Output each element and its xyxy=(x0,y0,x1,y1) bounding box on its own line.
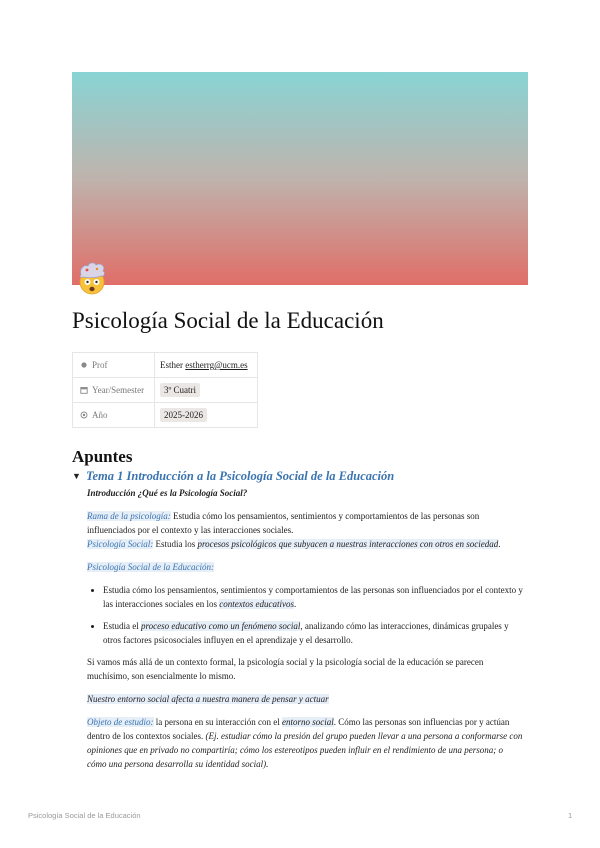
calendar-icon xyxy=(80,386,88,394)
exploding-head-emoji-icon xyxy=(75,261,109,295)
properties-table xyxy=(72,352,258,428)
list-item: • Estudia el proceso educativo como un fenómeno social, analizando cómo las interacciones, dinámicas grupales y otros factores psicosociales influyen en el aprendizaje y el desarrollo. xyxy=(103,619,523,647)
toggle-title: Tema 1 Introducción a la Psicología Social de la Educación xyxy=(86,469,395,483)
paragraph-objeto: Objeto de estudio: la persona en su interacción con el entorno social. Cómo las personas son influencias por y actúan dentro de los contextos sociales. (Ej. estudiar cómo la presión del grupo pueden llevar a una persona a conformarse con opiniones que en privado no compartiría; cómo los estereotipos pueden influir en el rendimiento de una persona; o cómo una persona desarrolla su identidad social). xyxy=(87,717,523,769)
paragraph-contexto: Si vamos más allá de un contexto formal, la psicología social y la psicología social de la educación se parecen muchísimo, son esencialmente lo mismo. xyxy=(87,657,484,681)
year-tag[interactable]: 2025-2026 xyxy=(160,408,207,422)
footer-title: Psicología Social de la Educación xyxy=(28,811,141,820)
paragraph-psicologia-social: Psicología Social: Estudia los procesos psicológicos que subyacen a nuestras interacciones con otros en sociedad. xyxy=(87,539,501,549)
intro-heading: Introducción ¿Qué es la Psicología Social? xyxy=(87,488,248,498)
status-icon xyxy=(80,411,88,419)
prof-email-link[interactable]: estherrg@ucm.es xyxy=(185,360,248,370)
paragraph-entorno xyxy=(87,692,523,706)
emphasis-highlight: contextos educativos xyxy=(219,599,294,609)
emphasis-highlight: proceso educativo como un fenómeno social xyxy=(141,621,301,631)
semester-tag[interactable]: 3º Cuatri xyxy=(160,383,200,397)
property-label: Year/Semester xyxy=(92,385,145,395)
example-text: (Ej. estudiar cómo la presión del grupo pueden llevar a una persona a conformarse con opiniones que en privado no compartiría; cómo los estereotipos pueden influir en el rendimiento de una persona; o cómo una persona desarrolla su identidad social). xyxy=(87,731,523,769)
section-heading: Apuntes xyxy=(72,447,133,466)
property-row-ano xyxy=(73,403,258,428)
emphasis-highlight: Nuestro entorno social afecta a nuestra manera de pensar y actuar xyxy=(87,694,329,704)
page-title: Psicología Social de la Educación xyxy=(72,308,384,333)
term-highlight: Rama de la psicología: xyxy=(87,511,171,521)
emphasis-highlight: procesos psicológicos que subyacen a nuestras interacciones con otros en sociedad xyxy=(197,539,499,549)
property-label: Prof xyxy=(92,360,108,370)
emphasis-highlight: entorno social xyxy=(281,717,334,727)
dot-icon xyxy=(80,361,88,369)
property-row-year-semester xyxy=(73,378,258,403)
toggle-triangle-icon[interactable]: ▼ xyxy=(72,471,81,481)
paragraph-rama: Rama de la psicología: Estudia cómo los pensamientos, sentimientos y comportamientos de las personas son influenciados por el contexto y las interacciones sociales. xyxy=(87,511,480,535)
prof-name: Esther xyxy=(160,360,186,370)
toggle-tema-1[interactable] xyxy=(72,467,394,485)
toggle-content xyxy=(87,486,523,771)
cover-image xyxy=(72,72,528,285)
footer-page-number: 1 xyxy=(568,811,573,820)
list-item: • Estudia cómo los pensamientos, sentimientos y comportamientos de las personas son influenciados por el contexto y las interacciones sociales en los contextos educativos. xyxy=(103,583,523,611)
term-highlight: Objeto de estudio: xyxy=(87,717,154,727)
term-highlight: Psicología Social: xyxy=(87,539,154,549)
bullet-list xyxy=(87,583,523,647)
property-label: Año xyxy=(92,410,108,420)
term-highlight: Psicología Social de la Educación: xyxy=(87,562,214,572)
paragraph-psicologia-social-educacion xyxy=(87,560,523,574)
property-row-prof xyxy=(73,353,258,378)
